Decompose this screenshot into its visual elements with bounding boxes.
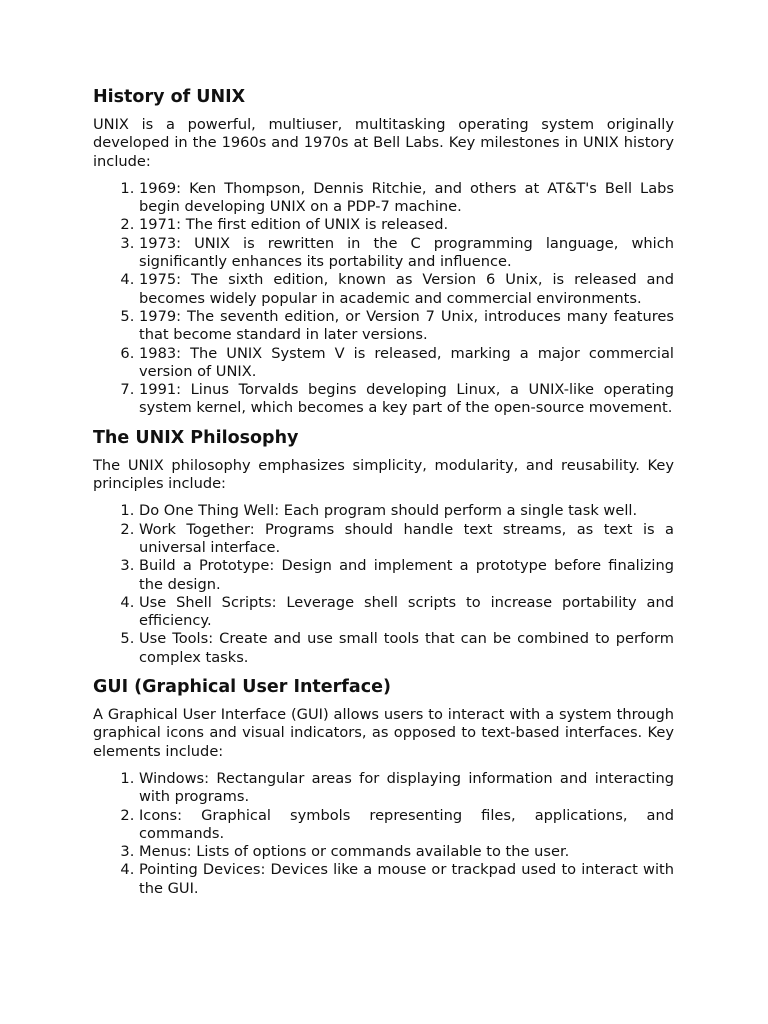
list-item: 1. Do One Thing Well: Each program should perform a single task well. [139, 502, 674, 520]
list-item: 4. Use Shell Scripts: Leverage shell scripts to increase portability and efficiency. [139, 594, 674, 631]
list-item: 7. 1991: Linus Torvalds begins developing Linux, a UNIX-like operating system kernel, which becomes a key part of the open-source movement. [139, 381, 674, 418]
list-item: 2. Work Together: Programs should handle text streams, as text is a universal interface. [139, 521, 674, 558]
list-item: 4. Pointing Devices: Devices like a mouse or trackpad used to interact with the GUI. [139, 861, 674, 898]
list-item: 5. Use Tools: Create and use small tools that can be combined to perform complex tasks. [139, 630, 674, 667]
list-item: 3. Build a Prototype: Design and implement a prototype before finalizing the design. [139, 557, 674, 594]
section-intro: A Graphical User Interface (GUI) allows users to interact with a system through graphical icons and visual indicators, as opposed to text-based interfaces. Key elements include: [93, 706, 674, 760]
section-heading: History of UNIX [93, 87, 246, 107]
milestones-list [93, 180, 674, 418]
section-intro: The UNIX philosophy emphasizes simplicity, modularity, and reusability. Key principles include: [93, 456, 674, 493]
list-item: 2. 1971: The first edition of UNIX is released. [139, 216, 674, 234]
list-item: 1. 1969: Ken Thompson, Dennis Ritchie, and others at AT&T's Bell Labs begin developing UNIX on a PDP-7 machine. [139, 180, 674, 217]
list-item: 3. Menus: Lists of options or commands available to the user. [139, 843, 674, 861]
section-heading: The UNIX Philosophy [93, 427, 299, 448]
list-item: 1. Windows: Rectangular areas for displaying information and interacting with programs. [139, 770, 674, 807]
principles-list [93, 502, 674, 667]
gui-elements-list [93, 770, 674, 898]
list-item: 6. 1983: The UNIX System V is released, marking a major commercial version of UNIX. [139, 345, 674, 382]
list-item: 3. 1973: UNIX is rewritten in the C programming language, which significantly enhances its portability and influence. [139, 235, 674, 272]
section-history-of-unix [93, 86, 674, 418]
section-intro: UNIX is a powerful, multiuser, multitasking operating system originally developed in the 1960s and 1970s at Bell Labs. Key milestones in UNIX history include: [93, 116, 674, 170]
list-item: 4. 1975: The sixth edition, known as Version 6 Unix, is released and becomes widely popular in academic and commercial environments. [139, 271, 674, 308]
section-gui [93, 676, 674, 898]
document-page [93, 86, 674, 907]
section-unix-philosophy [93, 427, 674, 667]
section-heading: GUI (Graphical User Interface) [93, 677, 391, 698]
list-item: 5. 1979: The seventh edition, or Version 7 Unix, introduces many features that become standard in later versions. [139, 308, 674, 345]
list-item: 2. Icons: Graphical symbols representing files, applications, and commands. [139, 807, 674, 844]
